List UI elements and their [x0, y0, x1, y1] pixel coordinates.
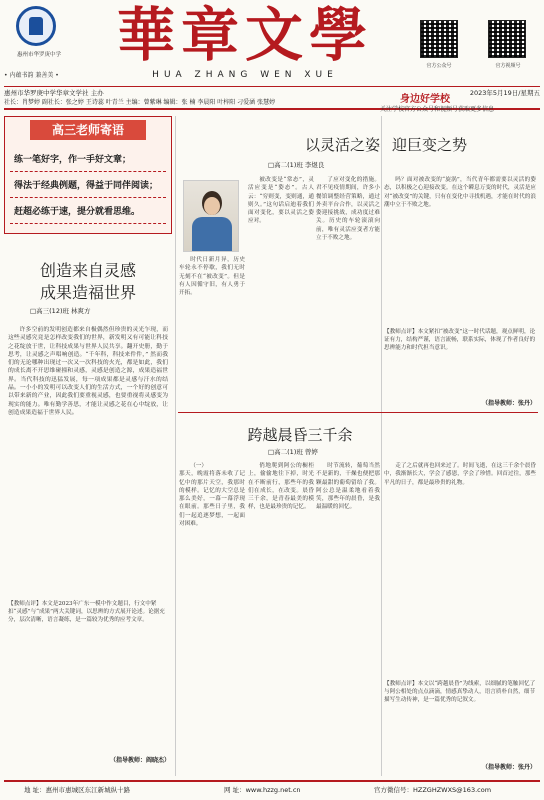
school-emblem-icon — [16, 6, 56, 46]
qr-code-icon — [488, 20, 526, 58]
article3-title: 跨越晨昏三千余 — [247, 426, 353, 444]
publisher: 惠州市华罗庚中学华章文学社 主办 — [4, 89, 104, 97]
divider — [10, 197, 166, 198]
footer-address: 地 址：惠州市惠城区东江新城纵十路 — [24, 786, 131, 794]
article3-byline: □高二(1)班 曾婷 — [268, 448, 318, 456]
school-logo — [6, 6, 66, 66]
article2-col3: 了应对变化的措施。君不见疫情期间，许多小餐馆调整经营策略，通过外卖平台合作，以灵活之姿迎接挑战，成功度过难关。历史的车轮滚滚向前，唯有灵活应变者方能立于不败之地。 — [316, 177, 380, 242]
article3-comment: 【教师点评】本文以“跨越晨昏”为线索，以细腻的笔触回忆了与阿公相处的点点滴滴，情感真挚动人，语言质朴自然，细节描写生动传神，是一篇优秀的记叙文。 — [384, 681, 536, 704]
masthead-pinyin: HUA ZHANG WEN XUE — [152, 70, 338, 80]
article2-comment: 【教师点评】本文紧扣“被改变”这一时代话题，观点鲜明，论证有力，结构严谨，语言流畅，联系实际，体现了作者良好的思辨能力和时代担当意识。 — [384, 329, 536, 352]
publisher-line — [4, 86, 540, 96]
side-title: 身边好学校 — [400, 94, 450, 105]
qr-code-icon — [420, 20, 458, 58]
masthead-title: 華章文學 — [116, 1, 373, 69]
article1-title: 创造来自灵感 成果造福世界 — [39, 261, 136, 302]
article2-col1: 时代日新月异，历史车轮永不停歇，我们无时无刻不在“被改变”。但是有人因循守旧，有人勇于开拓。 — [179, 257, 245, 297]
school-caption: 惠州市华罗庚中学 — [16, 52, 61, 58]
article2-title-right: 迎巨变之势 — [392, 136, 468, 154]
column-rule — [381, 116, 382, 776]
qr1-caption: 官方公众号 — [426, 63, 452, 69]
side-subtitle: 关注学校官方公众号和视频号获取更多信息 — [380, 106, 495, 113]
article2-title-left: 以灵活之姿 — [304, 136, 380, 154]
footer-wechat: 官方微信号：HZZGHZWXS@163.com — [374, 786, 492, 794]
article3-col1: （一） 那天，晚霞将落未收了记忆中的那片天空，我那时的模样。记忆的大空总是那么美好，一幕一幕浮现在眼前。那些日子里，我们一起追逐梦想，一起面对困难。 — [179, 463, 245, 528]
senior-box-line: 赶超必练于速，提分就看思维。 — [14, 207, 141, 217]
senior-box-header: 高三老师寄语 — [30, 120, 146, 140]
article2-byline: □高二(1)班 李煜良 — [268, 161, 325, 169]
senior-box-line: 得法于经典例题，得益于同伴阅读； — [14, 181, 159, 191]
senior-box-line: 练一笔好字，作一手好文章； — [14, 155, 132, 165]
qr2-caption: 官方视频号 — [495, 63, 521, 69]
issue-date: 2023年5月19日/星期五 — [469, 89, 540, 97]
footer — [4, 780, 540, 796]
article1-teacher: （指导教师：阎晓杰） — [109, 757, 170, 764]
footer-site: 网 址：www.hzzg.net.cn — [224, 786, 301, 794]
staff-line: 社长：肖梦婷 副社长：张之婷 王诗蕊 叶青兰 主编：曾紫琳 编辑：张 楠 李晨阳 叶梓阳 刁爱涵 张慧婷 — [4, 97, 540, 110]
article2-teacher: （指导教师：张丹） — [481, 400, 536, 407]
article1-body: 许多空前的发明创造都来自极偶然但珍贵的灵光乍现，而这些灵感究竟是怎样改变我们的世界，新发明又有可能让科技之花绽放于世，让科技成果与世界人民共享。翻开史册，勤于思考，让灵感之声唱响创造。“千年科，科技来件件，” 然而我们的无论哪种出现过一次又一次科技的火光，都是如此，我们的成长离不开思维碰撞和灵感，灵感是创造之源，成果造福世界。当代科技的迅猛发展，每一项成果都是灵感与汗水的结晶。一小小的发明可以改变人们的生活方式，一个好的创意可以带来新的产业，因此我们要重视灵感，也要重视将灵感变为现实的能力。唯有勤学善思，才能让灵感之花在心中绽放，让创造成果造福于世界人民。 — [8, 327, 168, 416]
author-photo — [183, 180, 239, 252]
article3-teacher: （指导教师：张丹） — [481, 764, 536, 771]
article3-col2: 俏地爬到阿公的橱柜上，偷偷地往下掉，时光在不断前行，那些年的我们在成长，在改变。晨昏三千余，是青春最美的模样，也是最珍贵的记忆。 — [248, 463, 314, 511]
slogan: • 内蕴书韵 兼善美 • — [4, 72, 59, 79]
article1-comment: 【教师点评】本文是2023年广东一模中作文题目，行文中紧扣“灵感”与“成果”两大关键词，以思辨的方式展开论述。论据充分，层次清晰，语言凝练，是一篇较为优秀的应考文章。 — [8, 601, 165, 624]
section-divider — [178, 412, 538, 413]
article3-col4: 走了之后就再也回来过了。时间飞逝，在这三千余个晨昏中，我渐渐长大，学会了感恩，学会了珍惜。回首过往，那些平凡的日子，都是最珍贵的礼物。 — [384, 463, 536, 486]
divider — [10, 171, 166, 172]
divider — [10, 223, 166, 224]
article2-col2: 被改变是“常态”，灵活应变是“姿态”。古人云：“穷则变，变则通，通则久。”这句话启迪着我们面对变化，要以灵活之姿应对。 — [248, 177, 314, 225]
column-rule — [175, 116, 176, 776]
article1-byline: □高三(12)班 林爽方 — [30, 307, 91, 315]
article2-col4: 吗？面对被改变的“旋涡”，当代青年都需要以灵活的姿态，以积极之心迎接改变。在这个瞬息万变的时代，灵活是应对“被改变”的关键，只有在变化中寻找机遇，才能在时代的浪潮中立于不败之地。 — [384, 177, 536, 208]
article3-col3: 时节流转，葡萄当然不是新的，干燥也便把那颗最甜的葡萄留给了我。阿公总是温柔地看着我笑，那些年的晨昏，是我最温暖的回忆。 — [316, 463, 380, 511]
